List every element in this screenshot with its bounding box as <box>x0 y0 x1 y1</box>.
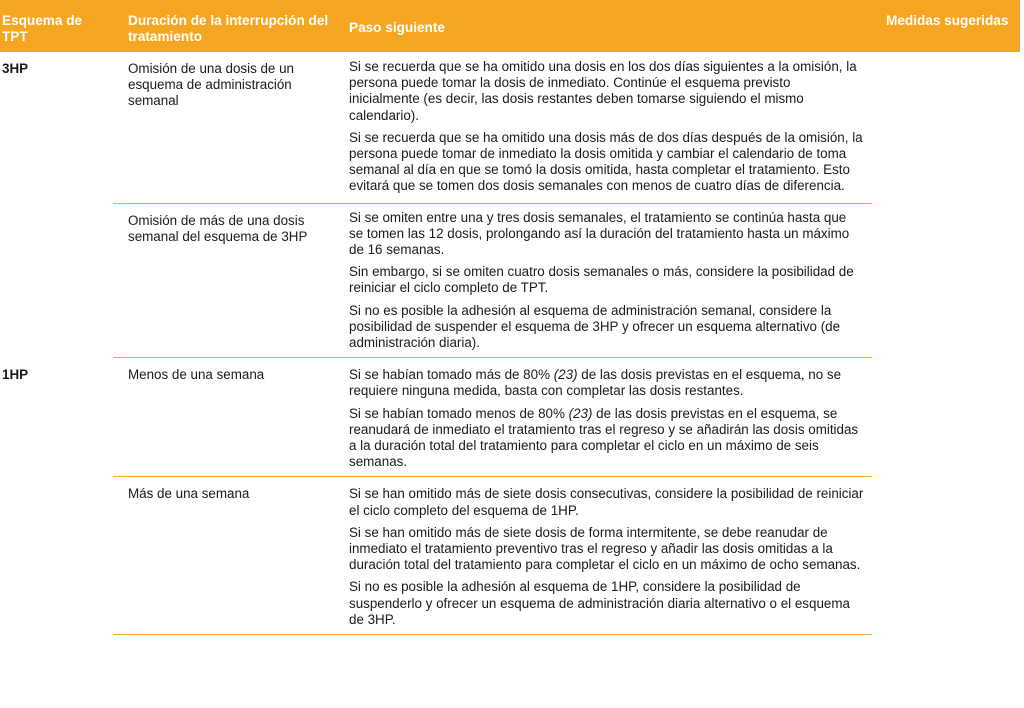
header-duration: Duración de la interrupción del tratamiento <box>113 0 334 52</box>
citation-ref: (23) <box>553 367 578 383</box>
duration-cell: Omisión de más de una dosis semanal del esquema de 3HP <box>113 203 334 358</box>
citation-ref: (23) <box>568 405 593 421</box>
table-body <box>0 52 1020 635</box>
scheme-cell-3hp: 3HP <box>2 61 29 76</box>
duration-cell: Más de una semana <box>113 477 334 635</box>
step-paragraph: Si se recuerda que se ha omitido una dosis más de dos días después de la omisión, la persona puede tomar de inmediato la dosis omitida y cambiar el calendario de toma semanal al día en que se tomó la dosis omitida, hasta completar el tratamiento. Esto evitará que se tomen dos dosis semanales con menos de cuatro días de diferencia. <box>349 129 863 194</box>
header-scheme: Esquema de TPT <box>0 0 113 52</box>
header-next-step: Paso siguiente <box>334 0 872 52</box>
duration-cell: Omisión de una dosis de un esquema de administración semanal <box>113 52 334 203</box>
table-row <box>0 52 1020 203</box>
table-row <box>0 203 1020 358</box>
step-paragraph: Si no es posible la adhesión al esquema de administración semanal, considere la posibilidad de suspender el esquema de 3HP y ofrecer un esquema alternativo (de administración diaria). <box>349 302 841 351</box>
scheme-cell-1hp: 1HP <box>2 366 29 382</box>
step-paragraph: Si se han omitido más de siete dosis consecutivas, considere la posibilidad de reiniciar el ciclo completo del esquema de 1HP. <box>349 486 864 518</box>
table-row <box>0 358 1020 477</box>
table-row <box>0 477 1020 635</box>
step-paragraph: Sin embargo, si se omiten cuatro dosis semanales o más, considere la posibilidad de reiniciar el ciclo completo de TPT. <box>349 264 854 296</box>
header-row <box>0 0 1020 52</box>
table-header <box>0 0 1020 52</box>
step-paragraph: Si se habían tomado más de 80% (23) de las dosis previstas en el esquema, no se requiere ninguna medida, basta con completar las dosis restantes. <box>349 367 842 399</box>
step-paragraph: Si se han omitido más de siete dosis de forma intermitente, se debe reanudar de inmediato el tratamiento preventivo tras el regreso y añadir las dosis omitidas a la duración total del tratamiento para completar el ciclo en un máximo de ocho semanas. <box>349 524 861 573</box>
header-measures: Medidas sugeridas <box>872 0 1020 52</box>
measures-cell <box>872 52 1020 358</box>
step-paragraph: Si se omiten entre una y tres dosis semanales, el tratamiento se continúa hasta que se tomen las 12 dosis, prolongando así la duración del tratamiento hasta un máximo de 16 semanas. <box>349 209 850 258</box>
next-step-cell <box>334 203 872 358</box>
next-step-cell <box>334 358 872 477</box>
next-step-cell <box>334 477 872 635</box>
step-paragraph: Si no es posible la adhesión al esquema de 1HP, considere la posibilidad de suspenderlo y ofrecer un esquema de administración diaria alternativo o el esquema de 3HP. <box>349 579 850 627</box>
step-paragraph: Si se habían tomado menos de 80% (23) de las dosis previstas en el esquema, se reanudará de inmediato el tratamiento tras el regreso y se añadirán las dosis omitidas a la duración total del tratamiento para completar el ciclo en un máximo de seis semanas. <box>349 405 859 470</box>
next-step-cell <box>334 52 872 203</box>
measures-cell <box>872 358 1020 635</box>
step-paragraph: Si se recuerda que se ha omitido una dosis en los dos días siguientes a la omisión, la persona puede tomar la dosis de inmediato. Continúe el esquema previsto inicialmente (es decir, las dosis restantes deben tomarse siguiendo el mismo calendario). <box>349 59 857 123</box>
duration-cell: Menos de una semana <box>113 358 334 477</box>
